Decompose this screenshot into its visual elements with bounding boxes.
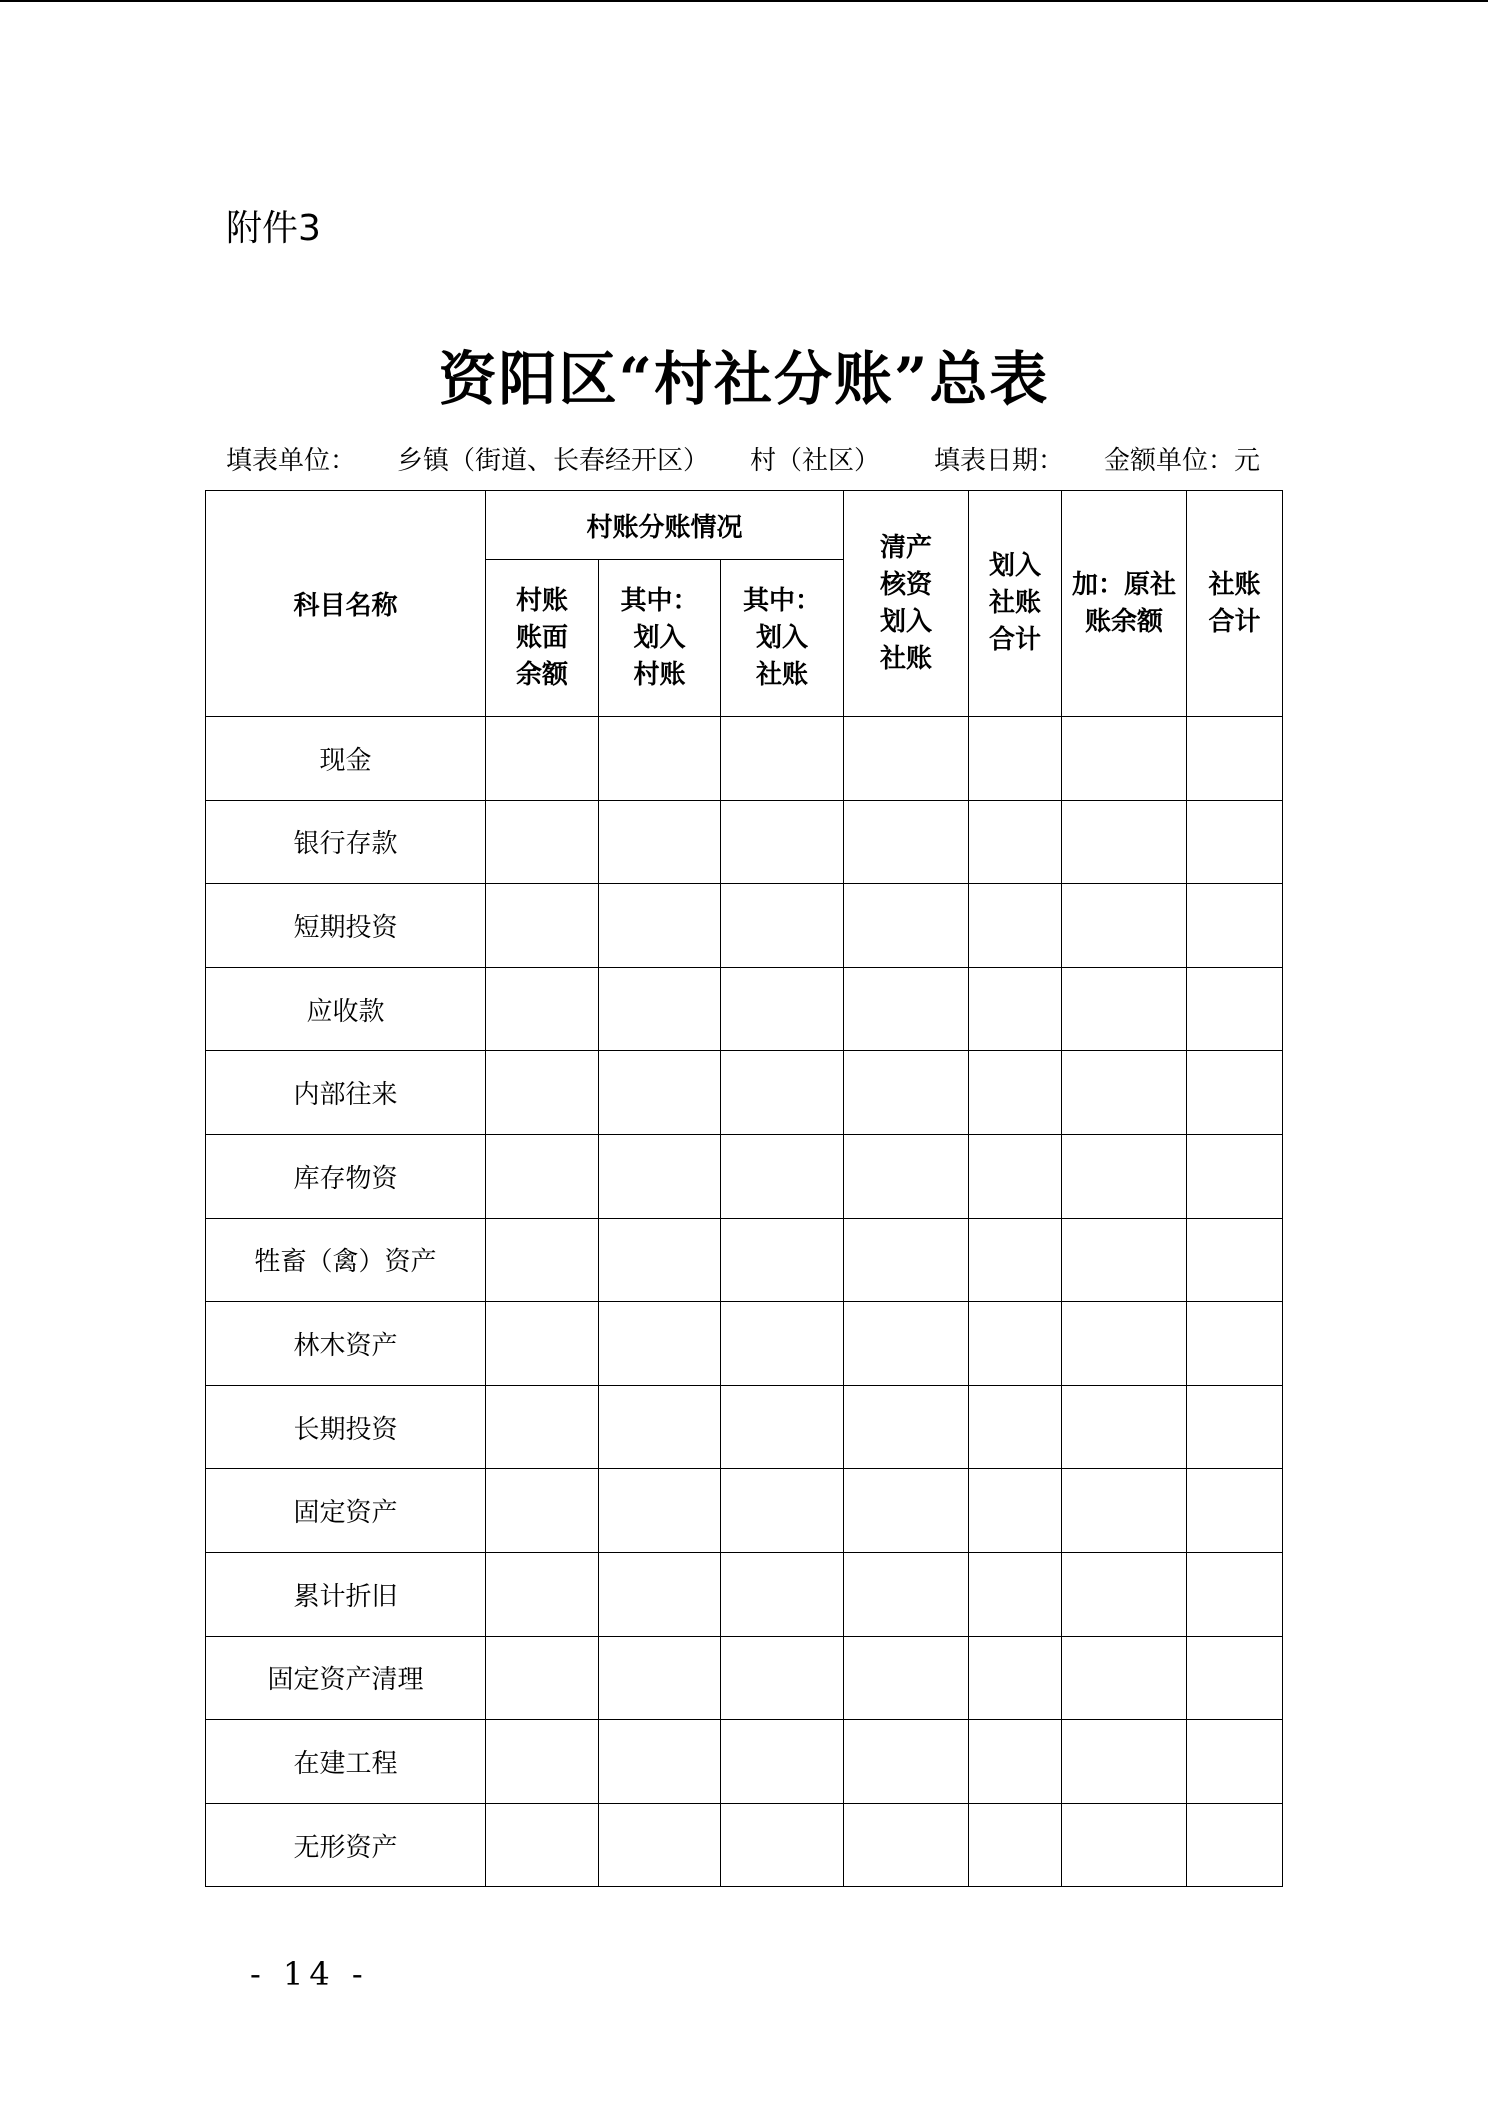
table-row xyxy=(206,800,1283,884)
table-cell[interactable] xyxy=(599,1051,721,1135)
table-row xyxy=(206,1469,1283,1553)
table-cell[interactable] xyxy=(1062,1218,1187,1302)
top-border-line xyxy=(0,0,1488,2)
row-subject-label: 在建工程 xyxy=(206,1720,486,1804)
table-cell[interactable] xyxy=(1062,1385,1187,1469)
table-cell[interactable] xyxy=(1187,1636,1283,1720)
table-row xyxy=(206,1134,1283,1218)
table-cell[interactable] xyxy=(486,1134,599,1218)
table-row xyxy=(206,1803,1283,1887)
summary-table-container xyxy=(205,490,1282,1887)
table-cell[interactable] xyxy=(599,967,721,1051)
header-of-which-to-community: 其中： 划入 社账 xyxy=(721,560,844,717)
table-cell[interactable] xyxy=(721,1636,844,1720)
table-cell[interactable] xyxy=(721,1218,844,1302)
row-subject-label: 应收款 xyxy=(206,967,486,1051)
table-cell[interactable] xyxy=(969,1720,1062,1804)
table-cell[interactable] xyxy=(1187,1218,1283,1302)
table-cell[interactable] xyxy=(844,1803,969,1887)
table-cell[interactable] xyxy=(721,1469,844,1553)
row-subject-label: 固定资产清理 xyxy=(206,1636,486,1720)
table-cell[interactable] xyxy=(1062,717,1187,801)
row-subject-label: 内部往来 xyxy=(206,1051,486,1135)
row-subject-label: 长期投资 xyxy=(206,1385,486,1469)
table-row xyxy=(206,1302,1283,1386)
township-label: 乡镇（街道、长春经开区） xyxy=(397,446,710,476)
table-cell[interactable] xyxy=(486,1218,599,1302)
table-body xyxy=(206,717,1283,1887)
header-village-book-balance: 村账 账面 余额 xyxy=(486,560,599,717)
row-subject-label: 无形资产 xyxy=(206,1803,486,1887)
table-cell[interactable] xyxy=(969,717,1062,801)
table-cell[interactable] xyxy=(844,884,969,968)
table-row xyxy=(206,717,1283,801)
table-cell[interactable] xyxy=(599,1552,721,1636)
table-cell[interactable] xyxy=(486,1051,599,1135)
fill-date-label: 填表日期： xyxy=(934,446,1065,476)
table-cell[interactable] xyxy=(1187,884,1283,968)
table-cell[interactable] xyxy=(599,717,721,801)
document-title: 资阳区“村社分账”总表 xyxy=(438,345,1050,413)
table-cell[interactable] xyxy=(486,1469,599,1553)
table-cell[interactable] xyxy=(844,1051,969,1135)
table-cell[interactable] xyxy=(486,884,599,968)
table-cell[interactable] xyxy=(1062,1720,1187,1804)
row-subject-label: 现金 xyxy=(206,717,486,801)
table-cell[interactable] xyxy=(1187,1134,1283,1218)
table-cell[interactable] xyxy=(969,884,1062,968)
amount-unit-label: 金额单位：元 xyxy=(1104,446,1261,476)
table-cell[interactable] xyxy=(1062,1134,1187,1218)
table-cell[interactable] xyxy=(844,1720,969,1804)
table-cell[interactable] xyxy=(1187,800,1283,884)
row-subject-label: 累计折旧 xyxy=(206,1552,486,1636)
table-cell[interactable] xyxy=(721,1552,844,1636)
attachment-label: 附件3 xyxy=(226,208,321,249)
header-audit-to-community: 清产 核资 划入 社账 xyxy=(844,491,969,717)
table-cell[interactable] xyxy=(969,800,1062,884)
table-cell[interactable] xyxy=(721,1803,844,1887)
table-cell[interactable] xyxy=(599,1636,721,1720)
table-cell[interactable] xyxy=(1187,1552,1283,1636)
table-cell[interactable] xyxy=(1062,884,1187,968)
table-cell[interactable] xyxy=(599,800,721,884)
table-cell[interactable] xyxy=(486,1720,599,1804)
page-number: - 14 - xyxy=(250,1955,369,1993)
table-cell[interactable] xyxy=(486,1385,599,1469)
row-subject-label: 库存物资 xyxy=(206,1134,486,1218)
table-cell[interactable] xyxy=(721,1302,844,1386)
table-cell[interactable] xyxy=(969,1051,1062,1135)
table-cell[interactable] xyxy=(721,884,844,968)
table-cell[interactable] xyxy=(969,1134,1062,1218)
table-cell[interactable] xyxy=(721,1134,844,1218)
table-cell[interactable] xyxy=(486,967,599,1051)
table-cell[interactable] xyxy=(1062,1302,1187,1386)
header-community-total: 社账 合计 xyxy=(1187,491,1283,717)
table-cell[interactable] xyxy=(1187,967,1283,1051)
row-subject-label: 牲畜（禽）资产 xyxy=(206,1218,486,1302)
table-cell[interactable] xyxy=(844,1552,969,1636)
table-cell[interactable] xyxy=(844,1469,969,1553)
summary-table xyxy=(205,490,1283,1887)
table-cell[interactable] xyxy=(486,1302,599,1386)
table-cell[interactable] xyxy=(721,1385,844,1469)
table-cell[interactable] xyxy=(1187,1385,1283,1469)
table-cell[interactable] xyxy=(1187,717,1283,801)
table-cell[interactable] xyxy=(486,1803,599,1887)
row-subject-label: 银行存款 xyxy=(206,800,486,884)
table-cell[interactable] xyxy=(969,1302,1062,1386)
fill-unit-label: 填表单位： xyxy=(226,446,357,476)
table-cell[interactable] xyxy=(721,1720,844,1804)
table-cell[interactable] xyxy=(1062,1051,1187,1135)
table-row xyxy=(206,1636,1283,1720)
table-cell[interactable] xyxy=(1187,1302,1283,1386)
table-cell[interactable] xyxy=(844,1385,969,1469)
table-cell[interactable] xyxy=(599,1803,721,1887)
table-row xyxy=(206,1385,1283,1469)
table-cell[interactable] xyxy=(486,717,599,801)
table-cell[interactable] xyxy=(1062,1803,1187,1887)
table-row xyxy=(206,884,1283,968)
table-cell[interactable] xyxy=(844,1218,969,1302)
table-row xyxy=(206,1051,1283,1135)
table-cell[interactable] xyxy=(599,1469,721,1553)
table-cell[interactable] xyxy=(721,800,844,884)
table-cell[interactable] xyxy=(721,1051,844,1135)
table-cell[interactable] xyxy=(486,800,599,884)
header-village-split-group: 村账分账情况 xyxy=(486,491,844,560)
table-cell[interactable] xyxy=(844,1636,969,1720)
table-cell[interactable] xyxy=(1062,800,1187,884)
table-cell[interactable] xyxy=(844,967,969,1051)
table-cell[interactable] xyxy=(1062,1636,1187,1720)
table-cell[interactable] xyxy=(1062,1552,1187,1636)
table-cell[interactable] xyxy=(1187,1720,1283,1804)
table-cell[interactable] xyxy=(1062,967,1187,1051)
table-cell[interactable] xyxy=(599,1720,721,1804)
row-subject-label: 固定资产 xyxy=(206,1469,486,1553)
table-cell[interactable] xyxy=(599,1218,721,1302)
table-cell[interactable] xyxy=(969,1803,1062,1887)
table-cell[interactable] xyxy=(721,967,844,1051)
table-cell[interactable] xyxy=(844,717,969,801)
table-cell[interactable] xyxy=(599,1385,721,1469)
table-cell[interactable] xyxy=(599,884,721,968)
table-cell[interactable] xyxy=(969,1636,1062,1720)
row-subject-label: 短期投资 xyxy=(206,884,486,968)
table-cell[interactable] xyxy=(844,1302,969,1386)
row-subject-label: 林木资产 xyxy=(206,1302,486,1386)
table-cell[interactable] xyxy=(599,1302,721,1386)
table-cell[interactable] xyxy=(486,1552,599,1636)
table-row xyxy=(206,1552,1283,1636)
table-row xyxy=(206,967,1283,1051)
table-cell[interactable] xyxy=(844,1134,969,1218)
table-cell[interactable] xyxy=(486,1636,599,1720)
header-transfer-total: 划入 社账 合计 xyxy=(969,491,1062,717)
table-cell[interactable] xyxy=(1187,1803,1283,1887)
table-row xyxy=(206,1218,1283,1302)
header-plus-original-balance: 加：原社 账余额 xyxy=(1062,491,1187,717)
table-cell[interactable] xyxy=(969,1385,1062,1469)
village-label: 村（社区） xyxy=(750,446,881,476)
table-cell[interactable] xyxy=(969,1552,1062,1636)
header-of-which-to-village: 其中： 划入 村账 xyxy=(599,560,721,717)
table-cell[interactable] xyxy=(969,1218,1062,1302)
table-cell[interactable] xyxy=(1062,1469,1187,1553)
header-subject-name: 科目名称 xyxy=(206,491,486,717)
table-cell[interactable] xyxy=(721,717,844,801)
table-cell[interactable] xyxy=(844,800,969,884)
table-cell[interactable] xyxy=(599,1134,721,1218)
table-cell[interactable] xyxy=(1187,1051,1283,1135)
table-row xyxy=(206,1720,1283,1804)
table-cell[interactable] xyxy=(969,967,1062,1051)
table-cell[interactable] xyxy=(1187,1469,1283,1553)
table-cell[interactable] xyxy=(969,1469,1062,1553)
